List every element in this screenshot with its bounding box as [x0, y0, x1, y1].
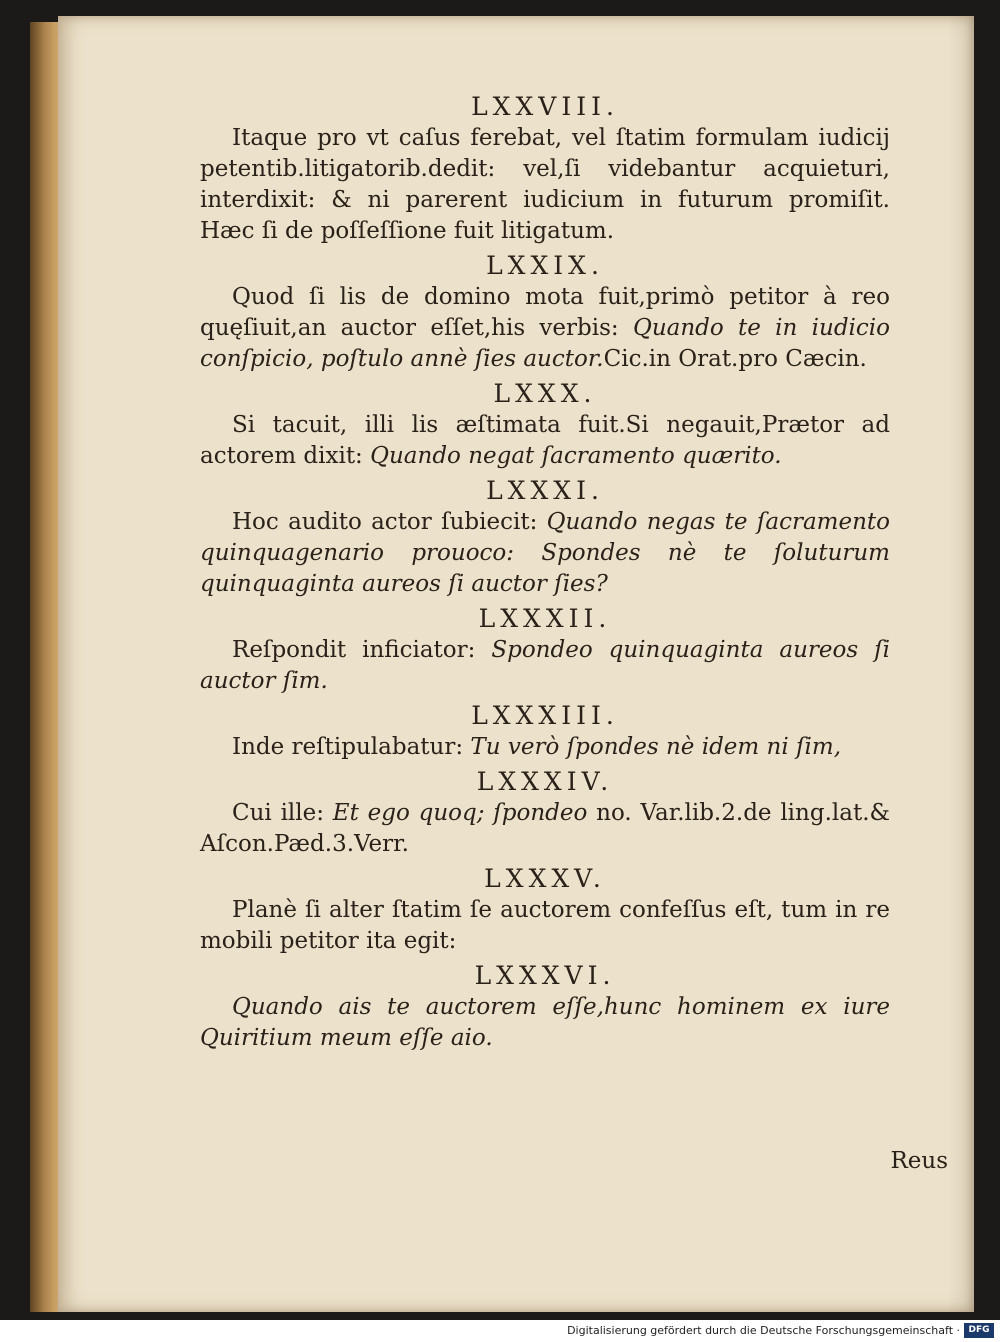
- section-paragraph: [200, 410, 890, 472]
- footer-credit: Digitalisierung gefördert durch die Deutsche Forschungsgemeinschaft ·: [567, 1324, 960, 1337]
- text-segment: Itaque pro vt caſus ferebat, vel ſtatim formulam iudicij petentib.litigatorib.dedit: vel,ſi videbantur acquieturi, interdixit: & ni parerent iudicium in futurum promiſit. Hæc ſi de poſſeſſione fuit litigatum.: [200, 125, 890, 244]
- text-segment: Reſpondit inficiator:: [232, 637, 492, 663]
- text-segment: Hoc audito actor ſubiecit:: [232, 509, 547, 535]
- text-segment: Cui ille:: [232, 800, 333, 826]
- page-edge-shadow: [948, 16, 974, 1312]
- italic-text: Quando negas te ſacramento quinquagenario prouoco: Spondes nè te ſoluturum quinquaginta aureos ſi auctor ſies?: [200, 509, 890, 597]
- footer-bar: [0, 1320, 1000, 1342]
- italic-text: Tu verò ſpondes nè idem ni ſim,: [470, 734, 842, 760]
- section-heading: LXXXIV.: [476, 767, 614, 796]
- section-heading: LXXXII.: [478, 604, 612, 633]
- italic-text: Quando te in iudicio conſpicio, poſtulo annè ſies auctor.: [200, 315, 890, 372]
- text-segment: Inde reſtipulabatur:: [232, 734, 471, 760]
- italic-text: Et ego quoq; ſpondeo: [332, 800, 588, 826]
- section-paragraph: [200, 992, 890, 1054]
- section-paragraph: [200, 798, 890, 860]
- section-heading: LXXXIII.: [471, 701, 619, 730]
- text-segment: Quod ſi lis de domino mota fuit,primò petitor à reo quęſiuit,an auctor eſſet,his verbis:: [200, 284, 890, 341]
- italic-text: Quando negat ſacramento quærito.: [370, 443, 782, 469]
- section-heading: LXXXV.: [484, 864, 606, 893]
- text-segment: no. Var.lib.2.de ling.lat.& Aſcon.Pæd.3.Verr.: [200, 800, 890, 857]
- catchword: Reus: [890, 1148, 948, 1174]
- section-paragraph: [200, 635, 890, 697]
- text-segment: Planè ſi alter ſtatim ſe auctorem confeſſus eſt, tum in re mobili petitor ita egit:: [200, 897, 890, 954]
- section-paragraph: [200, 895, 890, 957]
- section-paragraph: [200, 282, 890, 375]
- dfg-logo-icon: DFG: [964, 1323, 994, 1338]
- section-heading: LXXVIII.: [471, 92, 619, 121]
- page-text: [200, 88, 890, 1054]
- section-paragraph: [200, 732, 890, 763]
- section-heading: LXXXI.: [486, 476, 604, 505]
- section-paragraph: [200, 507, 890, 600]
- section-paragraph: [200, 123, 890, 247]
- italic-text: Quando ais te auctorem eſſe,hunc hominem ex iure Quiritium meum eſſe aio.: [200, 994, 890, 1051]
- section-heading: LXXX.: [493, 379, 597, 408]
- section-heading: LXXIX.: [486, 251, 604, 280]
- text-segment: Si tacuit, illi lis æſtimata fuit.Si negauit,Prætor ad actorem dixit:: [200, 412, 890, 469]
- italic-text: Spondeo quinquaginta aureos ſi auctor ſim.: [200, 637, 890, 694]
- section-heading: LXXXVI.: [474, 961, 616, 990]
- text-segment: Cic.in Orat.pro Cæcin.: [603, 346, 867, 372]
